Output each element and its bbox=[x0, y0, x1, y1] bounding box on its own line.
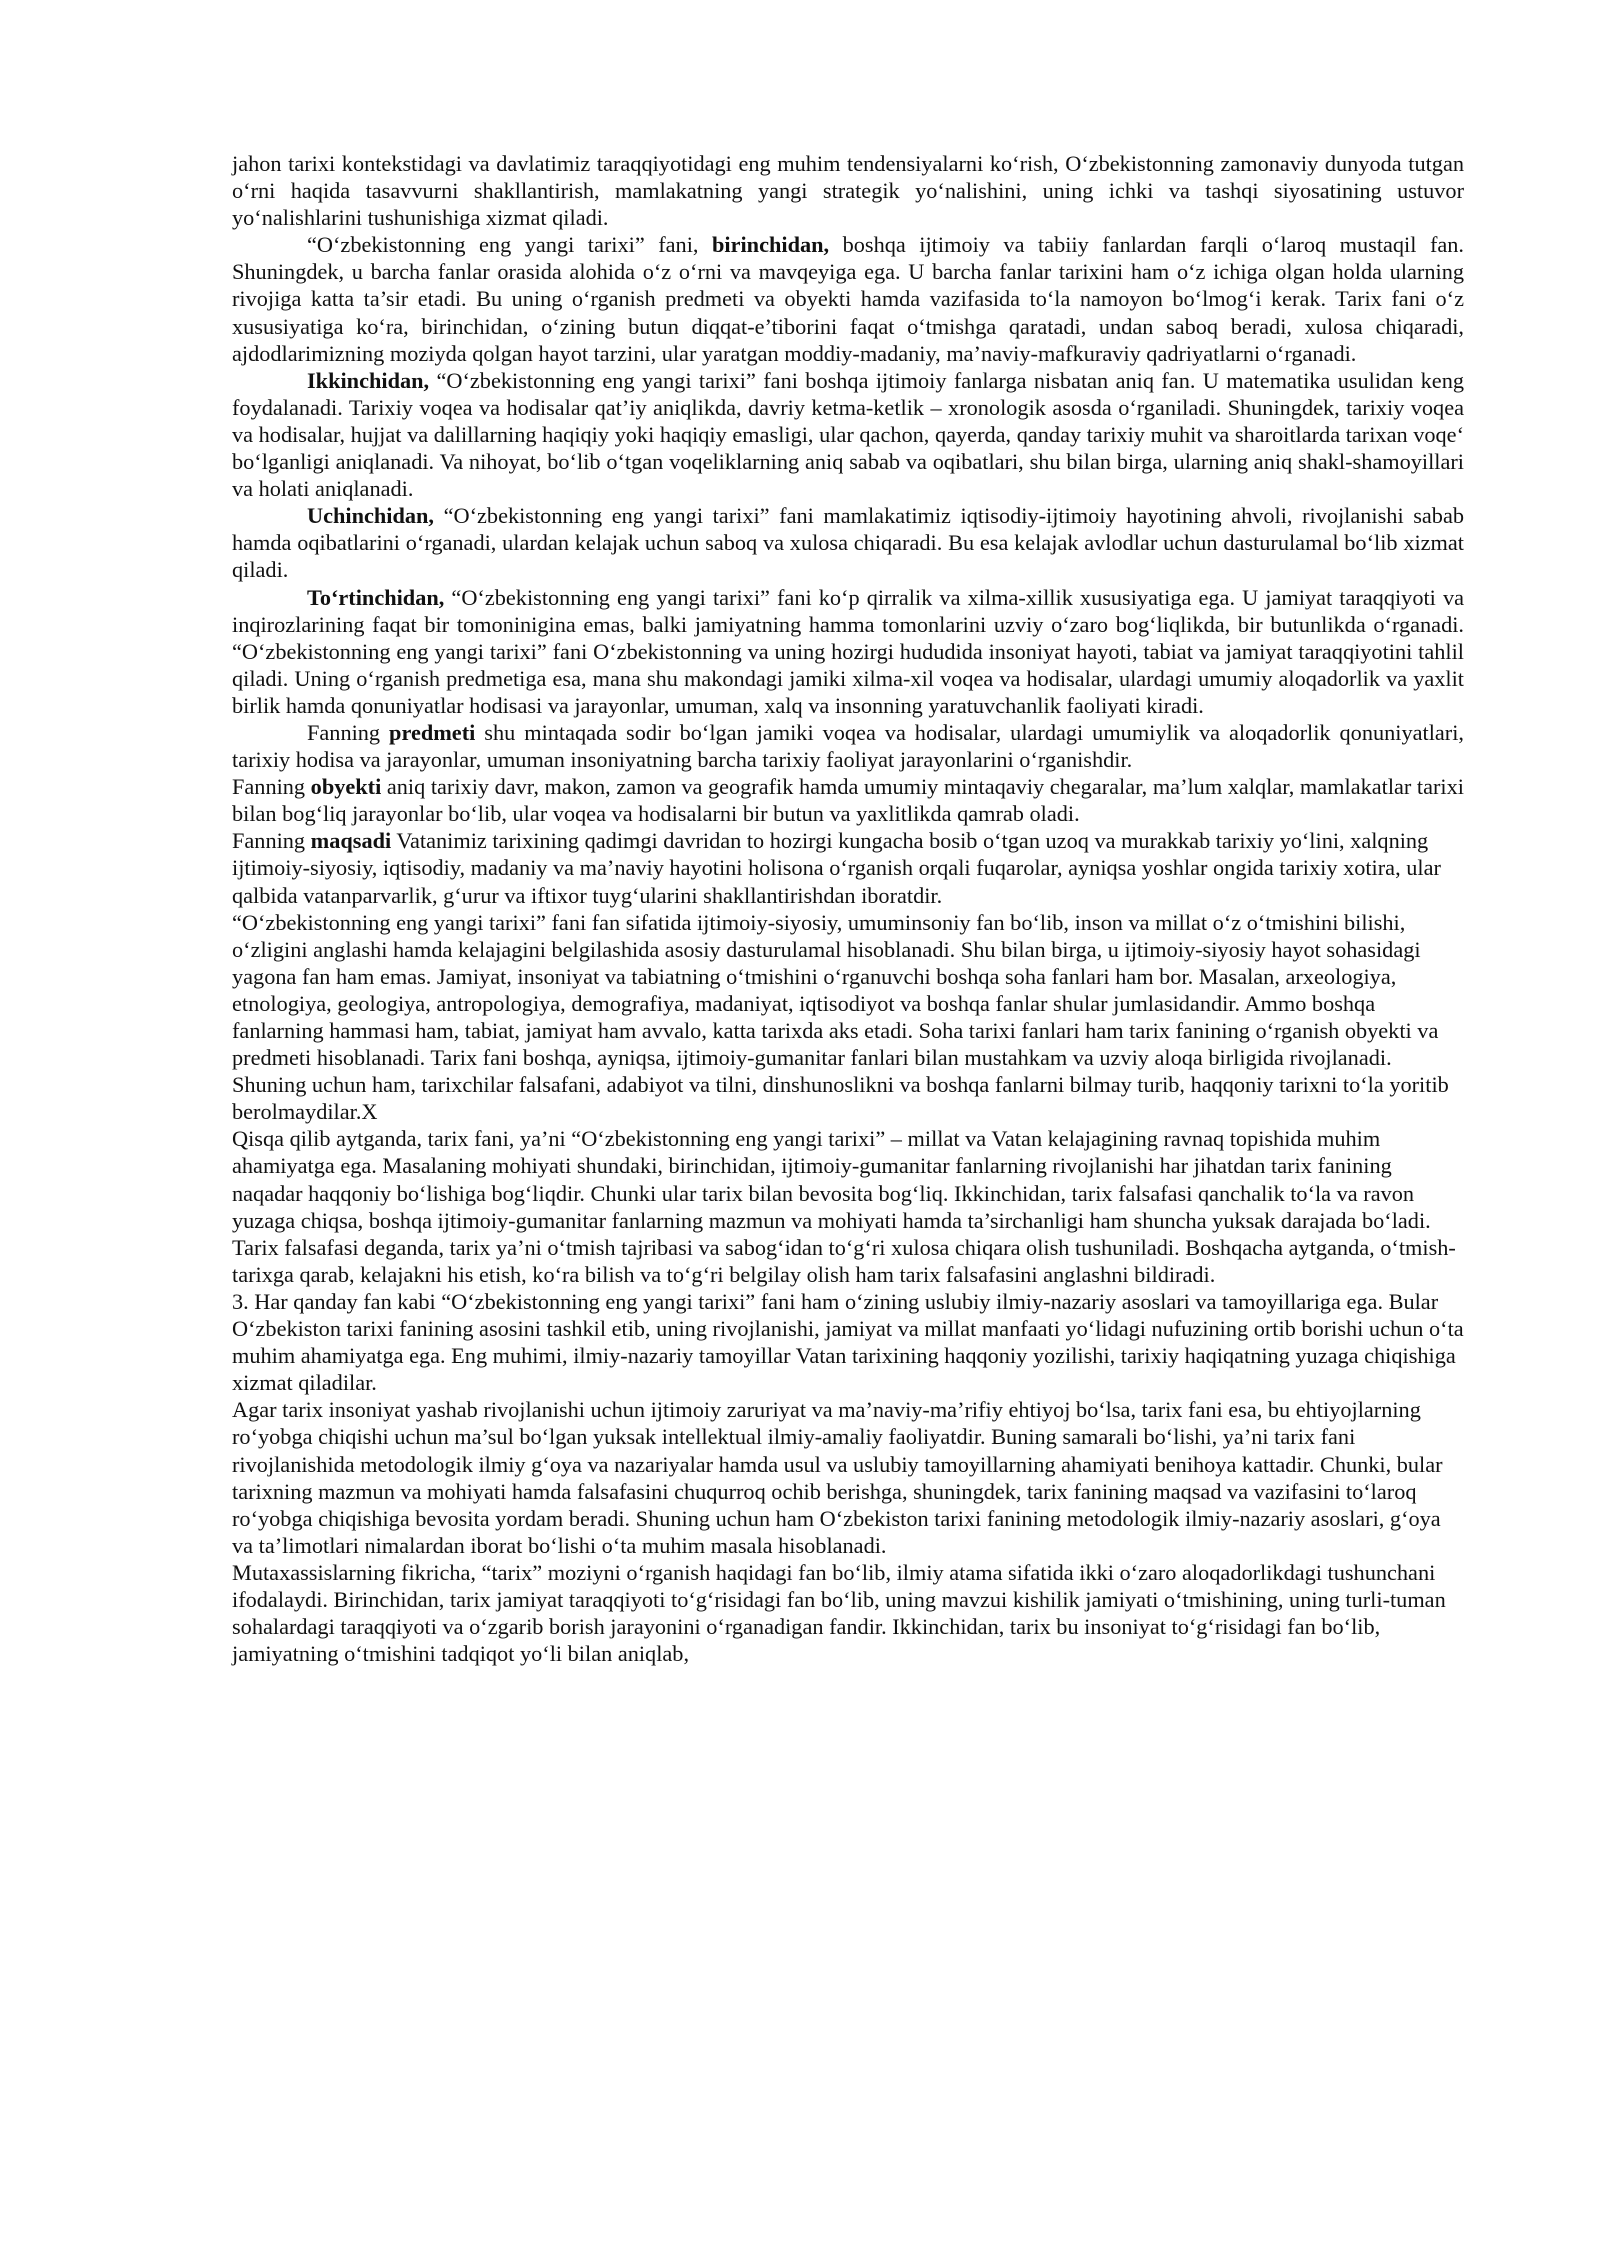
text-run: Mutaxassislarning fikricha, “tarix” moziyni o‘rganish haqidagi fan bo‘lib, ilmiy atama sifatida ikki o‘zaro aloqadorlikdagi tushunchani ifodalaydi. Birinchidan, tarix jamiyat taraqqiyoti to‘g‘risidagi fan bo‘lib, uning mavzui kishilik jamiyati o‘tmishining, uning turli-tuman sohalardagi taraqqiyoti va o‘zgarib borish jarayonini o‘rganadigan fandir. Ikkinchidan, tarix bu insoniyat to‘g‘risidagi fan bo‘lib, jamiyatning o‘tmishini tadqiqot yo‘li bilan aniqlab, bbox=[232, 1559, 1446, 1667]
paragraph bbox=[232, 719, 1464, 773]
text-run: Vatanimiz tarixining qadimgi davridan to hozirgi kungacha bosib o‘tgan uzoq va murakkab tarixiy yo‘lini, xalqning ijtimoiy-siyosiy, iqtisodiy, madaniy va ma’naviy hayotini holisona o‘rganish orqali fuqarolar, ayniqsa yoshlar ongida tarixiy xotira, ular qalbida vatanparvarlik, g‘urur va iftixor tuyg‘ularini shakllantirishdan iboratdir. bbox=[232, 828, 1441, 908]
bold-term: Uchinchidan, bbox=[307, 503, 435, 529]
paragraph bbox=[232, 1396, 1464, 1559]
text-run: “O‘zbekistonning eng yangi tarixi” fani fan sifatida ijtimoiy-siyosiy, umuminsoniy fan bo‘lib, inson va millat o‘z o‘tmishini bilishi, o‘zligini anglashi hamda kelajagini belgilashida asosiy dasturulamal hisoblanadi. Shu bilan birga, u ijtimoiy-siyosiy hayot sohasidagi yagona fan ham emas. Jamiyat, insoniyat va tabiatning o‘tmishini o‘rganuvchi boshqa soha fanlari ham bor. Masalan, arxeologiya, etnologiya, geologiya, antropologiya, demografiya, madaniyat, iqtisodiyot va boshqa fanlar shular jumlasidandir. Ammo boshqa fanlarning hammasi ham, tabiat, jamiyat ham avvalo, katta tarixda aks etadi. Soha tarixi fanlari ham tarix fanining o‘rganish obyekti va predmeti hisoblanadi. Tarix fani boshqa, ayniqsa, ijtimoiy-gumanitar fanlari bilan mustahkam va uzviy aloqa birligida rivojlanadi. Shuning uchun ham, tarixchilar falsafani, adabiyot va tilni, dinshunoslikni va boshqa fanlarni bilmay turib, haqqoniy tarixni to‘la yoritib berolmaydilar.X bbox=[232, 909, 1449, 1125]
paragraph bbox=[232, 231, 1464, 366]
bold-term: obyekti bbox=[310, 774, 382, 800]
text-run: boshqa ijtimoiy va tabiiy fanlardan farqli o‘laroq mustaqil fan. Shuningdek, u barcha fanlar orasida alohida o‘z o‘rni va mavqeyiga ega. U barcha fanlar tarixini ham o‘z ichiga olgan holda ularning rivojiga katta ta’sir etadi. Bu uning o‘rganish predmeti va obyekti hamda vazifasida to‘la namoyon bo‘lmog‘i kerak. Tarix fani o‘z xususiyatiga ko‘ra, birinchidan, o‘zining butun diqqat-e’tiborini faqat o‘tmishga qaratadi, undan saboq beradi, xulosa chiqaradi, ajdodlarimizning moziyda qolgan hayot tarzini, ular yaratgan moddiy-madaniy, ma’naviy-mafkuraviy qadriyatlarni o‘rganadi. bbox=[232, 232, 1465, 366]
text-run: Qisqa qilib aytganda, tarix fani, ya’ni “O‘zbekistonning eng yangi tarixi” – millat va Vatan kelajagining ravnaq topishida muhim ahamiyatga ega. Masalaning mohiyati shundaki, birinchidan, ijtimoiy-gumanitar fanlarning rivojlanishi har jihatdan tarix fanining naqadar haqqoniy bo‘lishiga bog‘liqdir. Chunki ular tarix bilan bevosita bog‘liq. Ikkinchidan, tarix falsafasi qanchalik to‘la va ravon yuzaga chiqsa, boshqa ijtimoiy-gumanitar fanlarning mazmun va mohiyati hamda ta’sirchanligi ham shuncha yuksak darajada bo‘ladi. Tarix falsafasi deganda, tarix ya’ni o‘tmish tajribasi va sabog‘idan to‘g‘ri xulosa chiqara olish tushuniladi. Boshqacha aytganda, o‘tmish-tarixga qarab, kelajakni his etish, ko‘ra bilish va to‘g‘ri belgilay olish ham tarix falsafasini anglashni bildiradi. bbox=[232, 1126, 1456, 1287]
bold-term: maqsadi bbox=[310, 828, 392, 854]
paragraph bbox=[232, 827, 1464, 908]
document-page bbox=[232, 150, 1464, 1667]
text-run: 3. Har qanday fan kabi “O‘zbekistonning eng yangi tarixi” fani ham o‘zining uslubiy ilmiy-nazariy asoslari va tamoyillariga ega. Bular O‘zbekiston tarixi fanining asosini tashkil etib, uning rivojlanishi, jamiyat va millat manfaati yo‘lidagi nufuzining ortib borishi uchun o‘ta muhim ahamiyatga ega. Eng muhimi, ilmiy-nazariy tamoyillar Vatan tarixining haqqoniy yozilishi, tarixiy haqiqatning yuzaga chiqishiga xizmat qiladilar. bbox=[232, 1288, 1464, 1396]
text-run: “O‘zbekistonning eng yangi tarixi” fani ko‘p qirralik va xilma-xillik xususiyatiga ega. U jamiyat taraqqiyoti va inqirozlarining faqat bir tomoninigina emas, balki jamiyatning hamma tomonlarini uzviy o‘zaro bog‘liqlikda, bir butunlikda o‘rganadi. “O‘zbekistonning eng yangi tarixi” fani O‘zbekistonning va uning hozirgi hududida insoniyat hayoti, tabiat va jamiyat taraqqiyotini tahlil qiladi. Uning o‘rganish predmetiga esa, mana shu makondagi jamiki xilma-xil voqea va hodisalar, ulardagi umumiy aloqadorlik va yaxlit birlik hamda qonuniyatlar hodisasi va jarayonlar, umuman, xalq va insonning yaratuvchanlik faoliyati kiradi. bbox=[232, 584, 1464, 718]
paragraph bbox=[232, 1125, 1464, 1288]
paragraph bbox=[232, 584, 1464, 719]
text-run: Fanning bbox=[232, 774, 311, 800]
text-run: Fanning bbox=[232, 828, 311, 854]
bold-term: To‘rtinchidan, bbox=[307, 584, 445, 610]
text-run: shu mintaqada sodir bo‘lgan jamiki voqea va hodisalar, ulardagi umumiylik va aloqadorlik qonuniyatlari, tarixiy hodisa va jarayonlar, umuman insoniyatning barcha tarixiy faoliyat jarayonlarini o‘rganishdir. bbox=[232, 719, 1464, 773]
bold-term: Ikkinchidan, bbox=[307, 367, 430, 393]
paragraph bbox=[232, 150, 1464, 231]
paragraph bbox=[232, 773, 1464, 827]
paragraph bbox=[232, 909, 1464, 1126]
text-run: jahon tarixi kontekstidagi va davlatimiz taraqqiyotidagi eng muhim tendensiyalarni ko‘rish, O‘zbekistonning zamonaviy dunyoda tutgan o‘rni haqida tasavvurni shakllantirish, mamlakatning yangi strategik yo‘nalishini, uning ichki va tashqi siyosatining ustuvor yo‘nalishlarini tushunishiga xizmat qiladi. bbox=[232, 151, 1464, 231]
text-run: “O‘zbekistonning eng yangi tarixi” fani, bbox=[307, 232, 712, 258]
text-run: “O‘zbekistonning eng yangi tarixi” fani mamlakatimiz iqtisodiy-ijtimoiy hayotining ahvoli, rivojlanishi sabab hamda oqibatlarini o‘rganadi, ulardan kelajak uchun saboq va xulosa chiqaradi. Bu esa kelajak avlodlar uchun dasturulamal bo‘lib xizmat qiladi. bbox=[232, 503, 1464, 583]
paragraph bbox=[232, 1288, 1464, 1396]
paragraph bbox=[232, 367, 1464, 502]
text-run: Agar tarix insoniyat yashab rivojlanishi uchun ijtimoiy zaruriyat va ma’naviy-ma’rifiy ehtiyoj bo‘lsa, tarix fani esa, bu ehtiyojlarning ro‘yobga chiqishi uchun ma’sul bo‘lgan yuksak intellektual ilmiy-amaliy faoliyatdir. Buning samarali bo‘lishi, ya’ni tarix fani rivojlanishida metodologik ilmiy g‘oya va nazariyalar hamda usul va uslubiy tamoyillarning ahamiyati benihoya kattadir. Chunki, bular tarixning mazmun va mohiyati hamda falsafasini chuqurroq ochib berishga, shuningdek, tarix fanining maqsad va vazifasini to‘laroq ro‘yobga chiqishiga bevosita yordam beradi. Shuning uchun ham O‘zbekiston tarixi fanining metodologik ilmiy-nazariy asoslari, g‘oya va ta’limotlari nimalardan iborat bo‘lishi o‘ta muhim masala hisoblanadi. bbox=[232, 1397, 1443, 1558]
paragraph bbox=[232, 1559, 1464, 1667]
bold-term: birinchidan, bbox=[712, 232, 830, 258]
text-run: “O‘zbekistonning eng yangi tarixi” fani boshqa ijtimoiy fanlarga nisbatan aniq fan. U matematika usulidan keng foydalanadi. Tarixiy voqea va hodisalar qat’iy aniqlikda, davriy ketma-ketlik – xronologik asosda o‘rganiladi. Shuningdek, tarixiy voqea va hodisalar, hujjat va dalillarning haqiqiy yoki haqiqiy emasligi, ular qachon, qayerda, qanday tarixiy muhit va sharoitlarda tarixan voqe‘ bo‘lganligi aniqlanadi. Va nihoyat, bo‘lib o‘tgan voqeliklarning aniq sabab va oqibatlari, shu bilan birga, ularning aniq shakl-shamoyillari va holati aniqlanadi. bbox=[232, 367, 1464, 502]
bold-term: predmeti bbox=[389, 719, 476, 745]
text-run: Fanning bbox=[307, 719, 390, 745]
text-run: aniq tarixiy davr, makon, zamon va geografik hamda umumiy mintaqaviy chegaralar, ma’lum xalqlar, mamlakatlar tarixi bilan bog‘liq jarayonlar bo‘lib, ular voqea va hodisalarni bir butun va yaxlitlikda qamrab oladi. bbox=[232, 774, 1464, 827]
paragraph bbox=[232, 502, 1464, 583]
